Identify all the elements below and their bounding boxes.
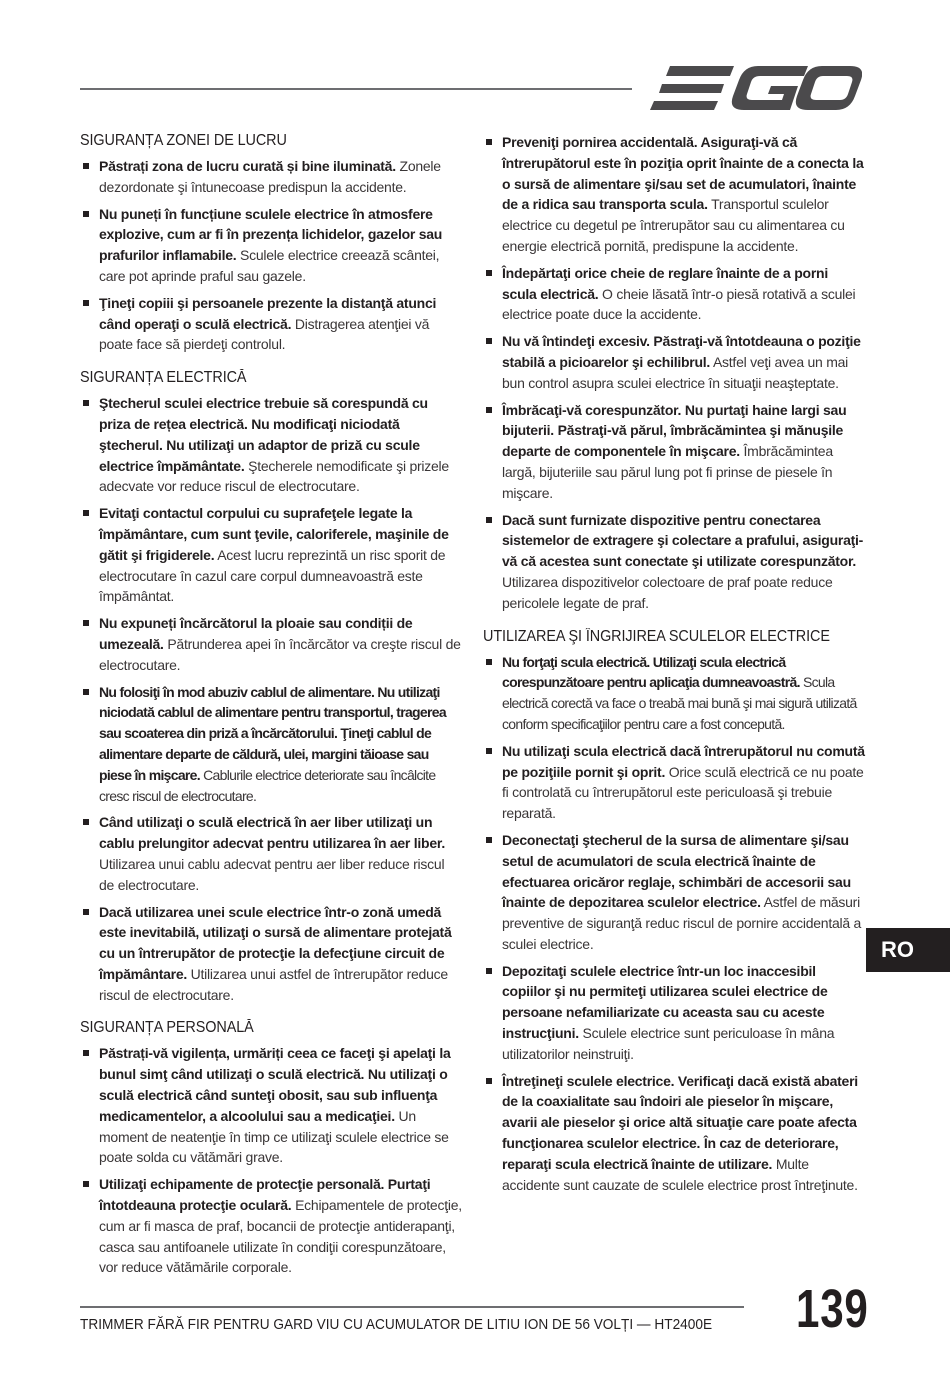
section-personal <box>80 1019 462 1278</box>
list-item: Evitaţi contactul corpului cu suprafeţele legate la împământare, cum sunt ţevile, caloriferele, maşinile de gătit şi frigiderele. Acest lucru reprezintă un risc sporit de electrocutare în cazul care corpul dumneavoastră este împământat. <box>80 503 462 607</box>
bullet-icon <box>83 620 89 626</box>
list-item: Utilizaţi echipamente de protecţie personală. Purtaţi întotdeauna protecţie oculară. Echipamentele de protecţie, cum ar fi masca de praf, bocancii de protecţie antiderapanţi, casca sau antifoanele utilizate în condiţii corespunzătoare, vor reduce vătămările corporale. <box>80 1174 462 1278</box>
bullet-icon <box>83 909 89 915</box>
list-item: Nu forţaţi scula electrică. Utilizaţi scula electrică corespunzătoare pentru aplicaţia dumneavoastră. Scula electrică corectă va face o treabă mai bună şi mai sigură utilizată conform specificaţiilor pentru care a fost concepută. <box>483 652 865 735</box>
bullet-icon <box>486 139 492 145</box>
list-item: Îmbrăcaţi-vă corespunzător. Nu purtaţi haine largi sau bijuterii. Păstraţi-vă părul, îmbrăcămintea şi mănuşile departe de componentele în mişcare. Îmbrăcămintea largă, bijuteriile sau părul lung pot fi prinse de piesele în mişcare. <box>483 400 865 504</box>
bullet-icon <box>486 1078 492 1084</box>
bullet-icon <box>83 211 89 217</box>
bullet-icon <box>83 510 89 516</box>
bullet-icon <box>83 300 89 306</box>
section-title: UTILIZAREA ŞI ÎNGRIJIREA SCULELOR ELECTRICE <box>483 627 830 645</box>
bullet-icon <box>486 968 492 974</box>
left-column <box>80 132 462 1284</box>
list-item: Nu utilizaţi scula electrică dacă întrerupătorul nu comută pe poziţiile pornit şi oprit. Orice sculă electrică ce nu poate fi controlată cu întrerupătorul este periculoasă şi trebuie reparată. <box>483 741 865 824</box>
list-item: Nu folosiţi în mod abuziv cablul de alimentare. Nu utilizaţi niciodată cablul de alimentare pentru transportul, tragerea sau scoaterea din priză a încărcătorului. Ţineţi cablul de alimentare departe de căldură, ulei, margini tăioase sau piese în mişcare. Cablurile electrice deteriorate sau încâlcite cresc riscul de electrocutare. <box>80 682 462 807</box>
bullet-icon <box>83 1050 89 1056</box>
list-item: Deconectaţi ştecherul de la sursa de alimentare şi/sau setul de acumulatori de scula electrică înainte de efectuarea oricăror reglaje, schimbări de accesorii sau înainte de depozitarea sculelor electrice. Astfel de măsuri preventive de siguranţă reduc riscul de pornire accidentală a sculei electrice. <box>483 830 865 955</box>
bullet-icon <box>486 517 492 523</box>
bullet-icon <box>83 400 89 406</box>
section-title: SIGURANȚA PERSONALĂ <box>80 1019 254 1037</box>
section-title: SIGURANȚA ELECTRICĂ <box>80 369 247 387</box>
list-item: Ţineţi copiii şi persoanele prezente la distanţă atunci când operaţi o sculă electrică. Distragerea atenţiei vă poate face să pierdeţi controlul. <box>80 293 462 355</box>
section-tool-use-care <box>483 628 865 1196</box>
section-personal-continued <box>483 132 865 614</box>
list-item: Îndepărtaţi orice cheie de reglare înainte de a porni scula electrică. O cheie lăsată într-o piesă rotativă a sculei electrice poate duce la accidente. <box>483 263 865 325</box>
page-number: 139 <box>796 1279 869 1339</box>
bullet-icon <box>486 407 492 413</box>
section-electrical <box>80 369 462 1005</box>
bullet-icon <box>83 819 89 825</box>
header-rule <box>80 88 632 90</box>
list-item: Când utilizaţi o sculă electrică în aer liber utilizaţi un cablu prelungitor adecvat pentru utilizarea în aer liber. Utilizarea unui cablu adecvat pentru aer liber reduce riscul de electrocutare. <box>80 812 462 895</box>
bullet-icon <box>486 748 492 754</box>
list-item: Depozitaţi sculele electrice într-un loc inaccesibil copiilor şi nu permiteţi utilizarea sculei electrice de persoane nefamiliarizate cu aceasta sau cu aceste instrucţiuni. Sculele electrice sunt periculoase în mâna utilizatorilor neinstruiţi. <box>483 961 865 1065</box>
bullet-icon <box>83 689 89 695</box>
list-item: Păstrați zona de lucru curată și bine iluminată. Zonele dezordonate şi întunecoase predispun la accidente. <box>80 156 462 198</box>
list-item: Dacă utilizarea unei scule electrice într-o zonă umedă este inevitabilă, utilizaţi o sursă de alimentare protejată cu un întrerupător de protecţie la defecţiune circuit de împământare. Utilizarea unui astfel de întrerupător reduce riscul de electrocutare. <box>80 902 462 1006</box>
footer-title: TRIMMER FĂRĂ FIR PENTRU GARD VIU CU ACUMULATOR DE LITIU ION DE 56 VOLȚI — HT2400E <box>80 1316 713 1333</box>
list-item: Nu expuneți încărcătorul la ploaie sau condiții de umezeală. Pătrunderea apei în încărcător va creşte riscul de electrocutare. <box>80 613 462 675</box>
bullet-icon <box>486 338 492 344</box>
list-item: Întreţineţi sculele electrice. Verificaţi dacă există abateri de la coaxialitate sau îndoiri ale pieselor în mişcare, avarii ale pieselor şi orice altă situaţie care poate afecta funcţionarea sculelor electrice. În caz de deteriorare, reparaţi scula electrică înainte de utilizare. Multe accidente sunt cauzate de sculele electrice prost întreţinute. <box>483 1071 865 1196</box>
list-item: Nu vă întindeţi excesiv. Păstraţi-vă întotdeauna o poziţie stabilă a picioarelor şi echilibrul. Astfel veţi avea un mai bun control asupra sculei electrice în situaţii neaşteptate. <box>483 331 865 393</box>
language-tab: RO <box>866 928 950 972</box>
bullet-icon <box>486 837 492 843</box>
list-item: Nu puneți în funcțiune sculele electrice în atmosfere explozive, cum ar fi în prezența lichidelor, gazelor sau prafurilor inflamabile. Sculele electrice creează scântei, care pot aprinde praful sau gazele. <box>80 204 462 287</box>
ego-logo <box>650 62 862 114</box>
list-item: Dacă sunt furnizate dispozitive pentru conectarea sistemelor de extragere şi colectare a prafului, asiguraţi-vă că acestea sunt conectate şi utilizate corespunzător. Utilizarea dispozitivelor colectoare de praf poate reduce pericolele legate de praf. <box>483 510 865 614</box>
footer-rule <box>80 1306 744 1308</box>
bullet-icon <box>486 270 492 276</box>
bullet-icon <box>486 659 492 665</box>
list-item: Preveniţi pornirea accidentală. Asiguraţi-vă că întrerupătorul este în poziţia oprit înainte de a conecta la o sursă de alimentare şi/sau set de acumulatori, înainte de a ridica sau transporta scula. Transportul sculelor electrice cu degetul pe întrerupător sau cu alimentarea cu energie electrică pornită, predispune la accidente. <box>483 132 865 257</box>
section-title: SIGURANȚA ZONEI DE LUCRU <box>80 132 287 149</box>
section-work-area <box>80 132 462 355</box>
bullet-icon <box>83 163 89 169</box>
bullet-icon <box>83 1181 89 1187</box>
list-item: Ştecherul sculei electrice trebuie să corespundă cu priza de rețea electrică. Nu modificaţi niciodată ştecherul. Nu utilizaţi un adaptor de priză cu scule electrice împământate. Ştecherele nemodificate şi prizele adecvate vor reduce riscul de electrocutare. <box>80 393 462 497</box>
right-column <box>483 132 865 1201</box>
list-item: Păstrați-vă vigilența, urmăriți ceea ce faceţi şi apelaţi la bunul simţ când utilizaţi o sculă electrică. Nu utilizaţi o sculă electrică când sunteţi obosit, sau sub influenţa medicamentelor, a alcoolului sau a medicaţiei. Un moment de neatenţie în timp ce utilizaţi sculele electrice se poate solda cu vătămări grave. <box>80 1043 462 1168</box>
